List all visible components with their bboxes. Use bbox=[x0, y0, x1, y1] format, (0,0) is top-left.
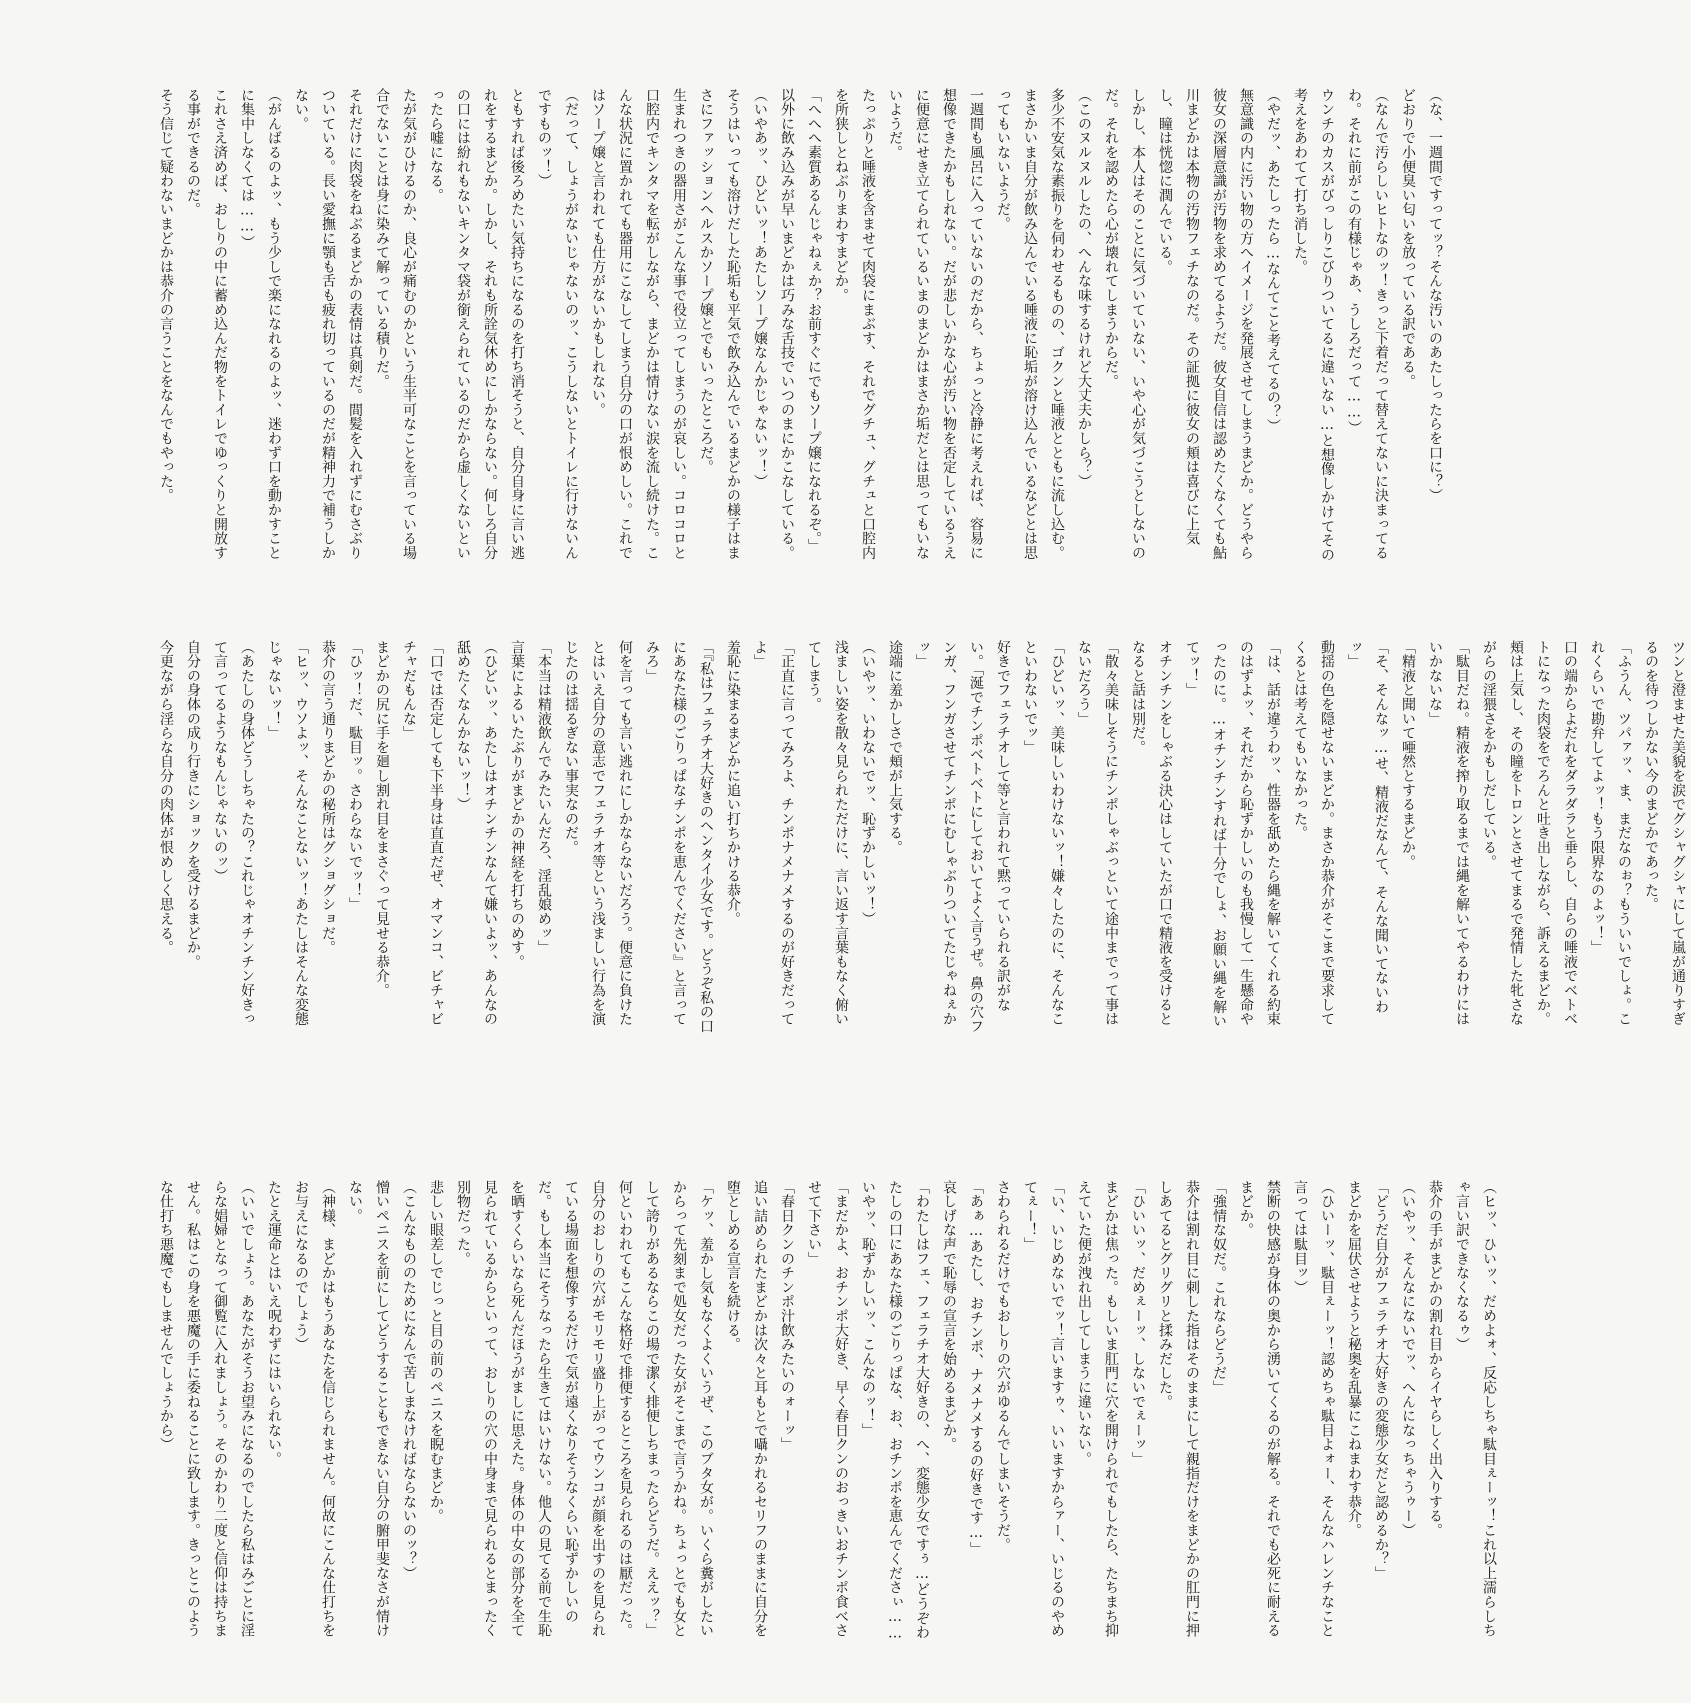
text-band-top bbox=[152, 88, 1443, 566]
vertical-text-block: （な、一週間ですってッ？そんな汚いのあたしったらを口に？） どおりで小便臭い匂いを放っている訳である。 （なんで汚らしいヒトなのッ！きっと下着だって替えてないに決まってるわ。それに前がこの有様じゃあ、うしろだって……） ウンチのカスがびっしりこびりついてるに違いない…と想像しかけてその考えをあわてて打ち消した。 （やだッ、あたしったら…なんてこと考えてるの？） 無意識の内に汚い物の方へイメージを発展させてしまうまどか。どうやら彼女の深層意識が汚物を求めてるようだ。彼女自信は認めたくなくても鮎川まどかは本物の汚物フェチなのだ。その証拠に彼女の頬は喜びに上気し、瞳は恍惚に潤んでいる。 しかし、本人はそのことに気づいていない、いや心が気づこうとしないのだ。それを認めたら心が壊れてしまうからだ。 （このヌルヌルしたの、へんな味するけれど大丈夫かしら？） 多少不安気な素振りを伺わせるものの、ゴクンと唾液とともに流し込む。まさかいま自分が飲み込んでいる唾液に恥垢が溶け込んでいるなどとは思ってもいないようだ。 一週間も風呂に入っていないのだから、ちょっと冷静に考えれば、容易に想像できたかもしれない。だが悲しいかな心が汚い物を否定しているうえに便意にせき立てられているいまのまどかはまさか垢だとは思ってもいないようだ。 たっぷりと唾液を含ませて肉袋にまぶす、それでグチュ、グチュと口腔内を所狭しとねぶりまわすまどか。 「へへへ素質あるんじゃねぇか？お前すぐにでもソープ嬢になれるぞ。」 以外に飲み込みが早いまどかは巧みな舌技でいつのまにかこなしている。 （いやあッ、ひどいッ！あたしソープ嬢なんかじゃないッ！） そうはいっても溶けだした恥垢も平気で飲み込んでいるまどかの様子はまさにファッションヘルスかソープ嬢とでもいったところだ。 生まれつきの器用さがこんな事で役立ってしまうのが哀しい。コロコロと口腔内でキンタマを転がしながら、まどかは情けない涙を流し続けた。こんな状況に置かれても器用にこなしてしまう自分の口が恨めしい。これではソープ嬢と言われても仕方がないかもしれない。 （だって、しょうがないじゃないのッ、こうしないとトイレに行けないんですものッ！） ともすれば後ろめたい気持ちになるのを打ち消そうと、自分自身に言い逃れをするまどか。しかし、それも所詮気休めにしかならない。何しろ自分の口には紛れもないキンタマ袋が銜えられているのだから虚しくないといったら嘘になる。 たが気がひけるのか、良心が痛むのかという生半可なことを言っている場合でないことは身に染みて解っている積りだ。 それだけに肉袋をねぶるまどかの表情は真剣だ。間髪を入れずにむさぶりついている。長い愛撫に顎も舌も疲れ切っているのだが精神力で補うしかない。 （がんばるのよッ、もう少しで楽になれるのよッ、迷わず口を動かすことに集中しなくては……） これさえ済めば、おしりの中に蓄め込んだ物をトイレでゆっくりと開放する事ができるのだ。 そう信じて疑わないまどかは恭介の言うことをなんでもやった。 bbox=[158, 88, 1443, 562]
text-band-bottom bbox=[152, 1180, 1497, 1650]
vertical-text-block: （ヒッ、ひいッ、だめよォ、反応しちゃ駄目ぇーッ！これ以上濡らしちゃ言い訳できなくなるゥ） 恭介の手がまどかの割れ目からイヤらしく出入りする。 （いやッ、そんなにないでッ、へんになっちゃうゥー） 「どうだ自分がフェラチオ大好きの変態少女だと認めるか？」 まどかを屈伏させようと秘奥を乱暴にこねまわす恭介。 （ひいーッ、駄目ぇーッ！認めちゃ駄目よォー、そんなハレンチなこと言っては駄目ッ） 禁断の快感が身体の奥から湧いてくるのが解る。それでも必死に耐えるまどか。 「強情な奴だ。これならどうだ」 恭介は割れ目に刺した指はそのままにして親指だけをまどかの肛門に押しあてるとグリグリと揉みだした。 「ひいいッ、だめぇーッ、しないでぇーッ」 まどかは焦った。もしいま肛門に穴を開けられでもしたら、たちまち抑えていた便が洩れ出してしまうに違いない。 「い、いじめないでッ！言いますゥ、いいますからァー、いじるのやめてぇー！」 さわられるだけでもおしりの穴がゆるんでしまいそうだ。 「あぁ…あたし、おチンポ、ナメナメするの好きです…」 哀しげな声で恥辱の宣言を始めるまどか。 「わたしはフェ、フェラチオ大好きの、へ、変態少女ですぅ…どうぞわたしの口にあなた様のごりっぱな、お、おチンポを恵んでくださぃ……いやッ、恥ずかしいッ、こんなのッ！」 「まだかよ、おチンポ大好き、早く春日クンのおっきいおチンポ食べさせて下さい」 「春日クンのチンポ汁飲みたいのォーッ」 追い詰められたまどかは次々と耳もとで囁かれるセリフのままに自分を堕としめる宣言を続ける。 「ケッ、羞かし気もなくよくいうぜ、このブタ女が。いくら糞がしたいからって先刻まで処女だった女がそこまで言うかね。ちょっとでも女として誇りがあるならこの場で潔く排便しちまったらどうだ。ええッ？」 何といわれてもこんな格好で排便するところを見られるのは厭だった。自分のおしりの穴がモリモリ盛り上がってウンコが顔を出すのを見られている場面を想像するだけで気が遠くなりそうなくらい恥ずかしいのだ。もし本当にそうなったら生きてはいけない。他人の見てる前で生恥を晒すくらいなら死んだほうがましに思えた。身体の中女の部分を全て見られているからといって、おしりの穴の中身まで見られるとまったく別物だった。 悲しい眼差しでじっと目の前のペニスを睨むまどか。 （こんなもののためになんで苦しまなければならないのッ？） 憎いペニスを前にしてどうすることもできない自分の腑甲斐なさが情けない。 （神様、まどかはもうあなたを信じられません。何故にこんな仕打ちをお与えになるのでしょう） たとえ運命とはいえ呪わずにはいられない。 （いいでしょう。あなたがそうお望みになるのでしたら私はみごとに淫らな娼婦となって御覧に入れましょう。そのかわり二度と信仰は持ちません。私はこの身を悪魔の手に委ねることに致します。きっとこのような仕打ち悪魔でもしませんでしょうから） bbox=[158, 1180, 1497, 1642]
vertical-text-block: ツンと澄ませた美貌を涙でグシャグシャにして嵐が通りすぎるのを待つしかない今のまどかであった。 「ふうん、ツパァッ、ま、まだなのぉ？もういいでしょ。これくらいで勘弁してよッ！もう限界なのよッ！」 口の端からよだれをダラダラと垂らし、自らの唾液でベトベトになった肉袋をでろんと吐き出しながら、訴えるまどか。頬は上気し、その瞳をトロンとさせてまるで発情した牝さながらの淫猥さをかもしだしている。 「駄目だね。精液を搾り取るまでは縄を解いてやるわけにはいかないな」 「精液と聞いて唖然とするまどか。 「そ、そんなッ…せ、精液だなんて、そんな聞いてないわッ」 動揺の色を隠せないまどか。まさか恭介がそこまで要求してくるとは考えてもいなかった。 「は、話が違うわッ、性器を舐めたら縄を解いてくれる約束のはずよッ、それだから恥ずかしいのも我慢して一生懸命やったのに。…オチンチンすれば十分でしょ、お願い縄を解いてッ！」 オチンチンをしゃぶる決心はしていたが口で精液を受けるとなると話は別だ。 「散々美味しそうにチンポしゃぶっといて途中までって事はないだろう」 「ひどいッ、美味しいわけないッ！嫌々したのに、そんなこといわないでッ」 好きでフェラチオして等と言われて黙っていられる訳がない。「涎でチンポベトベトにしておいてよく言うぜ。鼻の穴フンガ、フンガさせてチンポにむしゃぶりついてたじゃねぇかッ」 途端に羞かしさで頬が上気する。 （いやッ、いわないでッ、恥ずかしいッ！） 浅ましい姿を散々見られただけに、言い返す言葉もなく俯いてしまう。 「正直に言ってみろよ、チンポナメナメするのが好きだってよ」 羞恥に染まるまどかに追い打ちかける恭介。 「『私はフェラチオ大好きのヘンタイ少女です。どうぞ私の口にあなた様のごりっぱなチンポを恵んでください』と言ってみろ」 何を言っても言い逃れにしかならないだろう。便意に負けたとはいえ自分の意志でフェラチオ等という浅ましい行為を演じたのは揺るぎない事実なのだ。 「本当は精液飲んでみたいんだろ、淫乱娘めッ」 言葉によるいたぶりがまどかの神経を打ちのめす。 （ひどいッ、あたしはオチンチンなんて嫌いよッ、あんなの舐めたくなんかないッ！） 「口では否定しても下半身は直直だぜ、オマンコ、ビチャビチャだもんな」 まどかの尻に手を廻し割れ目をまさぐって見せる恭介。 「ひッ！だ、駄目ッ。さわらないでッ！」 恭介の言う通りまどかの秘所はグショグショだ。 「ヒッ、ウソよッ、そんなことないッ！あたしはそんな変態じゃないッ！」 （あたしの身体どうしちゃたの？これじゃオチンチン好きって言ってるようなもんじゃないのッ） 自分の身体の成り行きにショックを受けるまどか。 今更ながら淫らな自分の肉体が恨めしく思える。 bbox=[158, 640, 1686, 1034]
text-band-middle bbox=[152, 640, 1686, 1040]
